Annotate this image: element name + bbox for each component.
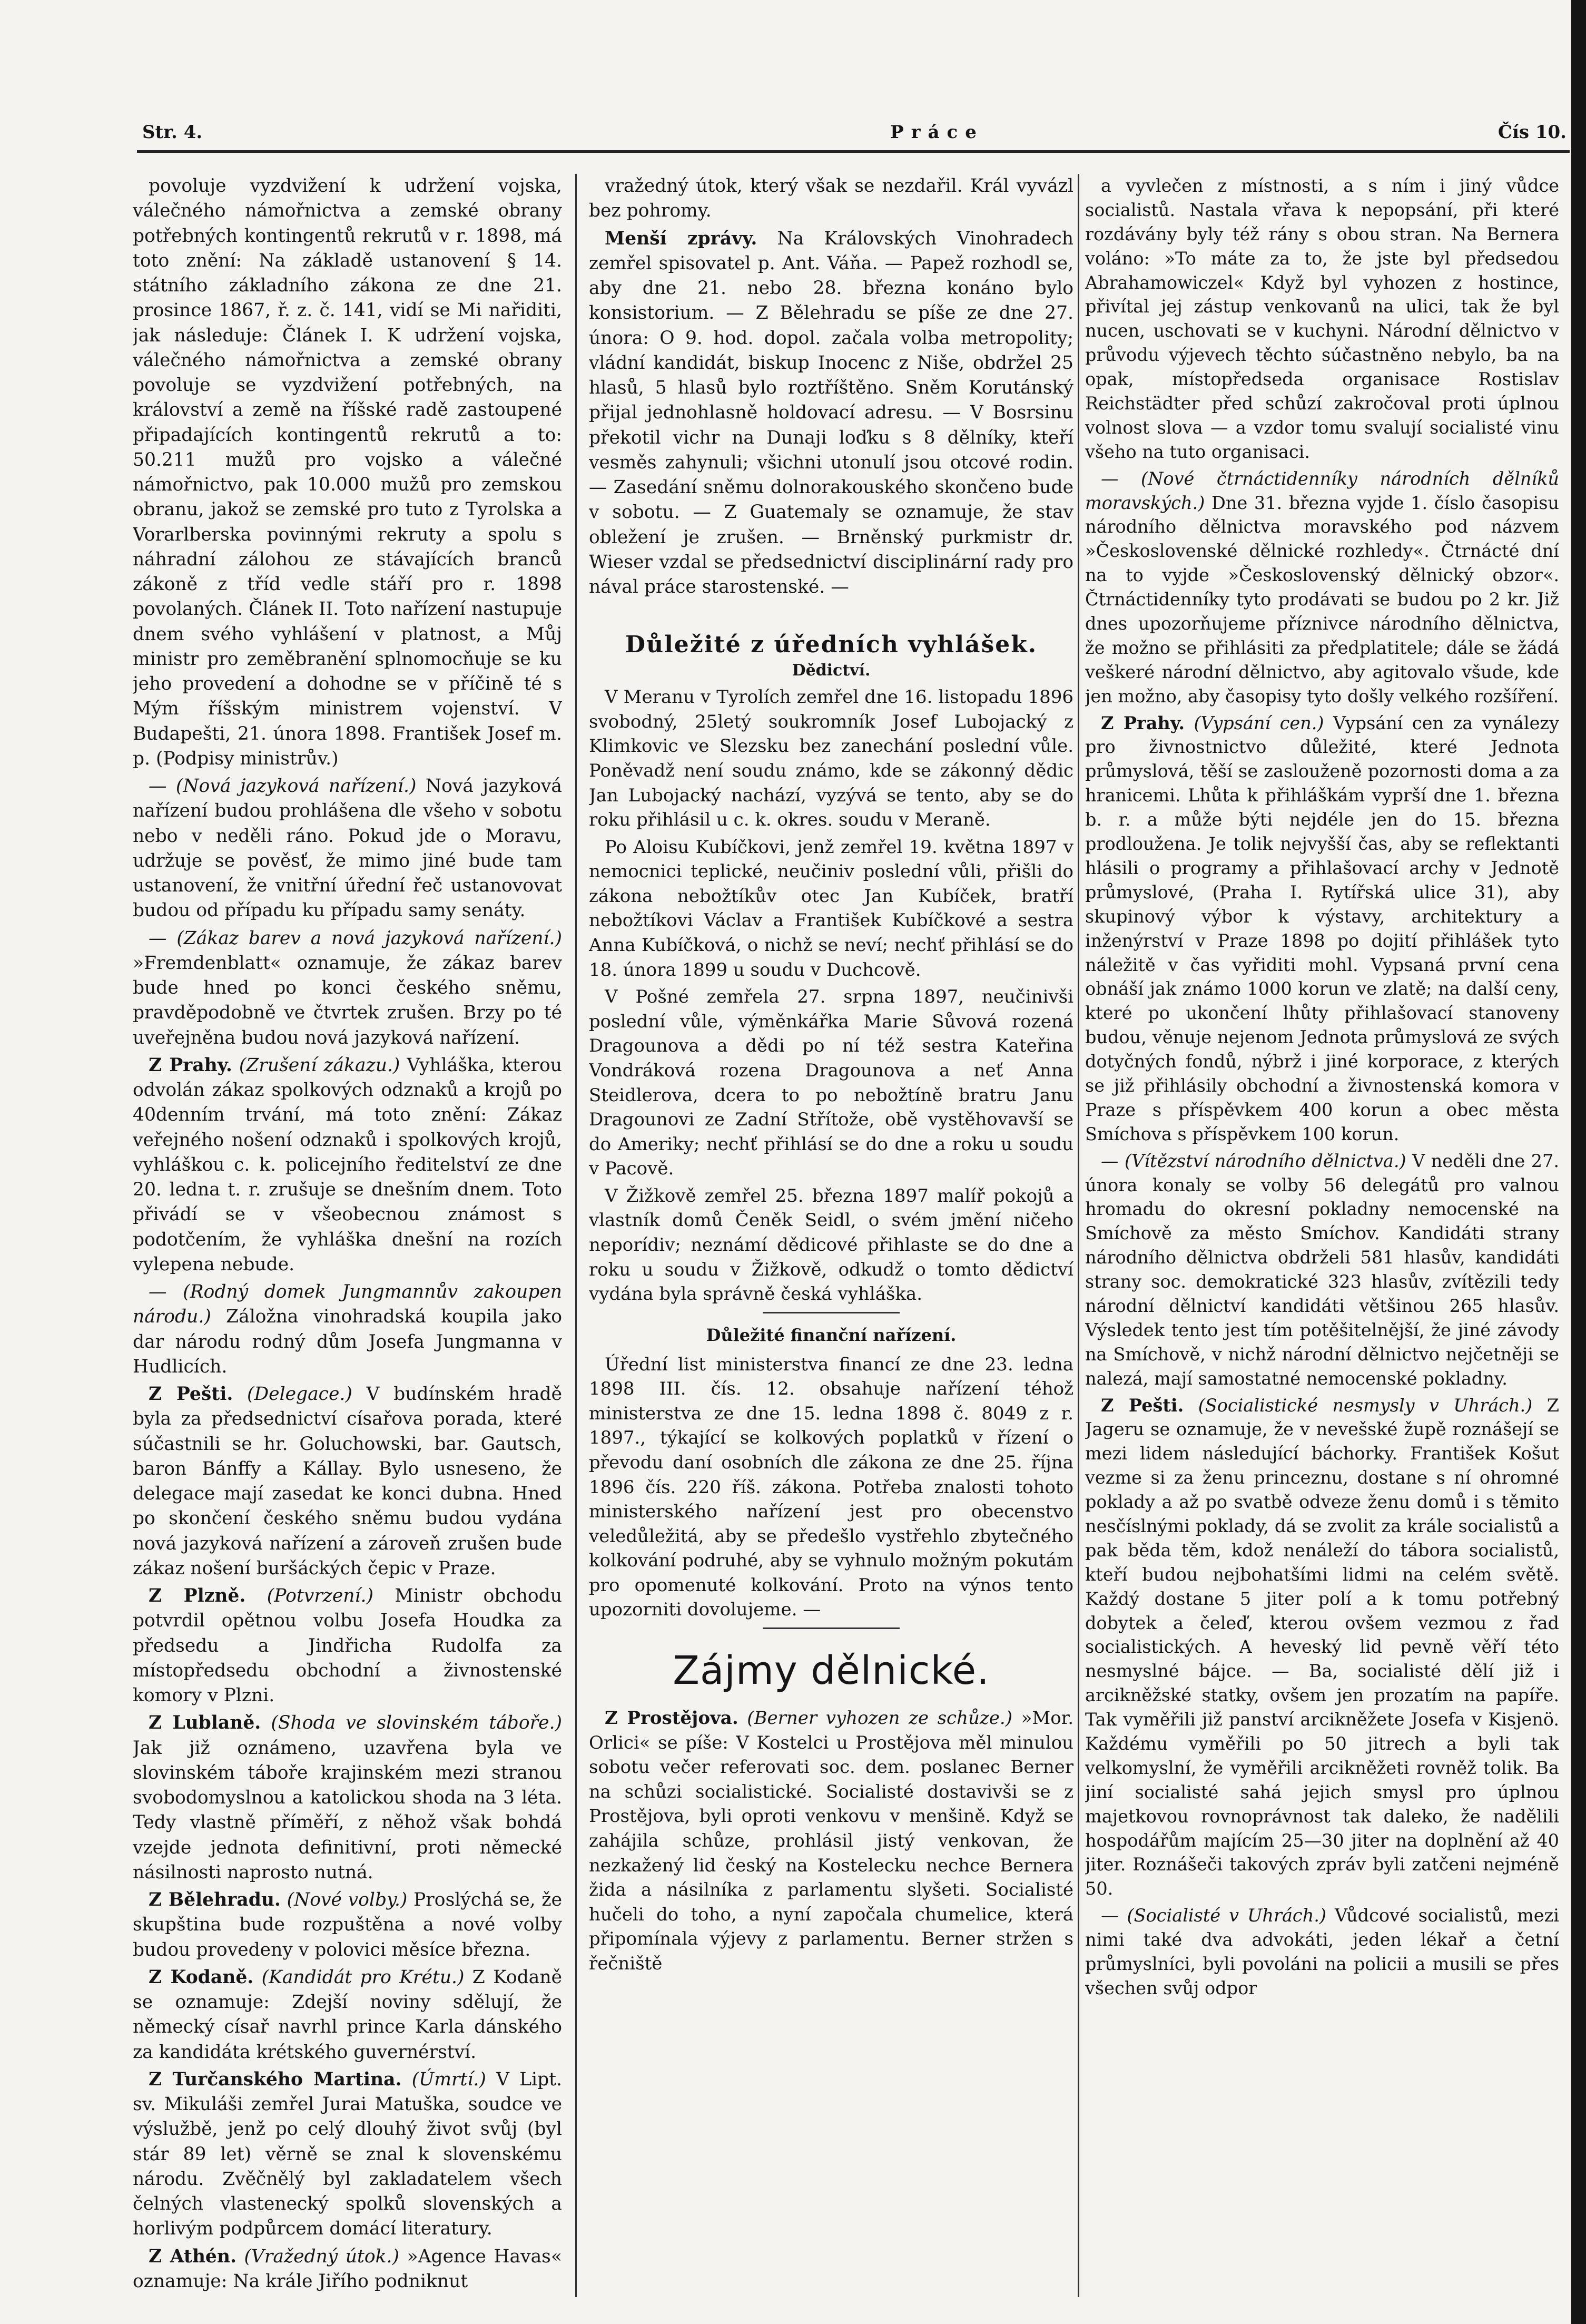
article-text: Po Aloisu Kubíčkovi, jenž zemřel 19. května 1897 v nemocnici teplické, neučiniv poslední vůli, přišli do zákona nebožtíkův otec Jan Kubíček, bratří nebožtíkovi Václav a František Kubíčkové a sestra Anna Kubíčková, o nichž se neví; nechť přihlásí se do 18. února 1899 u soudu v Duchcově. — [589, 836, 1073, 980]
article-paragraph — [1085, 174, 1559, 464]
article-paragraph — [1085, 1149, 1559, 1391]
article-lead: Z Bělehradu. — [149, 1889, 281, 1910]
article-text: »Mor. Orlici« se píše: V Kostelci u Prostějova měl minulou sobotu večer referovati soc. dem. poslanec Berner na schůzi socialistické. Socialisté dostavivši se z Prostějova, byli oproti venkovu v menšině. Když se zahájila schůze, prohlásil jistý venkovan, že nezkažený lid český na Kostelecku nechce Bernera žida a násilníka z parlamentu slyšeti. Socialisté hučeli do toho, a nyní započala chumelice, která připomínala výjevy z parlamentu. Berner stržen s řečniště — [589, 1708, 1073, 1974]
article-text: Jak již oznámeno, uzavřena byla ve slovinském táboře krajinském mezi stranou svobodomyslnou a katolickou shoda na 3 léta. Tedy vlastně příměří, z něhož však bohdá vzejde jednota definitivní, proti německé násilnosti naprosto nutná. — [133, 1737, 562, 1883]
issue-number: Čís 10. — [1498, 122, 1567, 143]
article-text: »Agence Havas« oznamuje: Na krále Jiřího podniknut — [133, 2245, 562, 2292]
article-heading: (Vypsání cen.) — [1185, 712, 1324, 733]
article-text: Z Jageru se oznamuje, že v nevešské župě roznášejí se mezi lidem následující báchorky. František Košut vezme si za ženu princeznu, dostane s ní ohromné poklady a až po svatbě odveze ženu domů i s těmito nesčíslnými poklady, dá se zvolit za krále socialistů a pak běda těm, kdož nenáleží do tábora socialistů, kteří budou nejbohatšími lidmi na celém světě. Každý dostane 5 jiter polí a k tomu potřebný dobytek a čeleď, kterou ovšem vezmou z řad socialistických. A heveský lid pevně věří této nesmyslné bájce. — Ba, socialisté dělí již i arcikněžské statky, ovšem jen prozatím na papíře. Tak vyměřili již panství arcikněžete Josefa v Kisjenö. Každému vyměřili po 50 jitrech a byli tak velkomyslní, že vyměřili arcikněžeti rovněž tolik. Ba jiní socialisté sahá jejich smysl pro úplnou majetkovou rovnoprávnost tak daleko, že nadělili hospodářům majícím 25—30 jiter na doplnění až 40 jiter. Roznášeči takových zpráv byli zatčeni nejméně 50. — [1085, 1395, 1559, 1899]
scan-edge — [1571, 0, 1586, 2324]
article-paragraph — [1085, 1904, 1559, 2001]
article-lead: Z Prahy. — [149, 1054, 232, 1076]
article-heading: (Potvrzení.) — [245, 1585, 373, 1606]
article-lead: Z Prostějova. — [605, 1708, 738, 1729]
article-paragraph — [589, 227, 1073, 600]
article-paragraph — [133, 174, 562, 771]
article-paragraph — [1085, 711, 1559, 1146]
article-heading: (Vražedný útok.) — [236, 2245, 399, 2267]
article-heading: (Delegace.) — [233, 1384, 352, 1405]
article-text: vražedný útok, který však se nezdařil. Král vyvázl bez pohromy. — [589, 175, 1073, 222]
article-heading: (Zrušení zákazu.) — [232, 1054, 400, 1076]
article-paragraph — [133, 774, 562, 924]
article-paragraph — [589, 174, 1073, 224]
article-text: Z Kodaně se oznamuje: Zdejší noviny sdělují, že německý císař navrhl prince Karla dánského za kandidáta krétského guvernérství. — [133, 1966, 562, 2063]
article-paragraph — [133, 2067, 562, 2242]
article-heading: (Kandidát pro Krétu.) — [253, 1966, 465, 1988]
section-title-financial: Důležité finanční nařízení. — [706, 1325, 957, 1345]
column-left — [133, 174, 562, 2297]
article-paragraph — [589, 985, 1073, 1181]
article-heading: (Berner vyhozen ze schůze.) — [738, 1708, 1013, 1729]
article-text: povoluje vyzdvižení k udržení vojska, válečného námořnictva a zemské obrany potřebných kontingentů rekrutů v r. 1898, má toto znění: Na základě ustanovení § 14. státního základního zákona ze dne 21. prosince 1867, ř. z. č. 141, vidí se Mi nařiditi, jak následuje: Článek I. K udržení vojska, válečného námořnictva a zemské obrany povoluje se vyzdvižení potřebných, na království a země na říšské radě zastoupené připadajících kontingentů rekrutů a to: 50.211 mužů pro vojsko a válečné námořnictvo, pak 10.000 mužů pro zemskou obranu, jakož se zemské pro tuto z Tyrolska a Vorarlberska povinnými rekruty a spolu s náhradní zálohou ze stávajících branců zákoně z tříd vedle stáří pro r. 1898 povolaných. Článek II. Toto nařízení nastupuje dnem svého vyhlášení v platnost, a Můj ministr pro zeměbranění splnomocňuje se ku jeho provedení a dohodne se v příčině té s Mým říšským ministrem vojenství. V Budapešti, 21. února 1898. František Josef m. p. (Podpisy ministrův.) — [133, 175, 562, 769]
section-divider — [763, 1627, 900, 1629]
article-paragraph — [133, 1053, 562, 1277]
article-text: V neděli dne 27. února konaly se volby 56 delegátů pro valnou hromadu do okresní pokladny nemocenské na Smíchově za město Smíchov. Kandidáti strany národního dělnictva obdrželi 581 hlasův, kandidáti strany soc. demokratické 323 hlasův, zvítězili tedy národní dělnictví kandidáti většinou 265 hlasův. Výsledek tento jest tím potěšitelnější, že jiné závody na Smíchově, v nichž národní dělnictvo nejčetněji se nalezá, mají samostatné nemocenské pokladny. — [1085, 1150, 1559, 1389]
article-paragraph — [589, 835, 1073, 982]
subsection-title-inheritance: Dědictví. — [792, 661, 871, 680]
article-heading: — (Zákaz barev a nová jazyková nařízení.) — [149, 927, 562, 949]
article-lead: Z Turčanského Martina. — [149, 2068, 402, 2090]
column-middle — [589, 174, 1073, 2297]
article-lead: Z Kodaně. — [149, 1966, 254, 1988]
article-text: Vypsání cen za vynálezy pro živnostnictvo důležité, které Jednota průmyslová, těší se zaslouženě pozornosti doma a za hranicemi. Lhůta k přihláškám vyprší dne 1. března b. r. a může býti nejdéle jen do 15. března prodloužena. Je tolik nejvyšší čas, aby se reflektanti hlásili o programy a přihlašovací archy v Jednotě průmyslové, (Praha I. Rytířská ulice 31), aby skupinový výbor k výstavy, architektury a inženýrství v Praze 1898 po dojití přihlášek tyto náležitě v čas vyřiditi mohl. Vypsaná první cena obnáší jak známo 1000 korun ve zlatě; na další ceny, které po ukončení lhůty přihlašovací stanoveny budou, věnuje nejenom Jednota průmyslová ze svých dotyčných fondů, nýbrž i jiné korporace, z kterých se již přihlásily obchodní a živnostenská komora v Praze s příspěvkem 400 korun a obec města Smíchova s příspěvkem 100 korun. — [1085, 712, 1559, 1144]
article-paragraph — [589, 1184, 1073, 1307]
article-lead: Z Lublaně. — [149, 1712, 261, 1734]
article-text: Na Královských Vinohradech zemřel spisovatel p. Ant. Váňa. — Papež rozhodl se, aby dne 21. nebo 28. března konáno bylo konsistorium. — Z Bělehradu se píše ze dne 27. února: O 9. hod. dopol. začala volba metropolity; vládní kandidát, biskup Inocenc z Niše, obdržel 25 hlasů, 5 hlasů bylo roztříštěno. Sněm Korutánský přijal jednohlasně holdovací adresu. — V Bosrsinu překotil vichr na Dunaji loďku s 8 dělníky, kteří vesměs zahynuli; všichni utonulí jsou otcové rodin. — Zasedání sněmu dolnorakouského skončeno bude v sobotu. — Z Guatemaly se oznamuje, že stav obležení je zrušen. — Brněnský purkmistr dr. Wieser vzdal se předsednictví disciplinární rady pro nával práce starostenské. — — [589, 228, 1073, 597]
section-divider — [763, 1312, 900, 1313]
article-paragraph — [133, 1584, 562, 1708]
article-paragraph — [133, 1382, 562, 1581]
article-lead: Z Pešti. — [149, 1384, 233, 1405]
article-heading: — (Nová jazyková nařízení.) — [149, 776, 417, 797]
article-text: Dne 31. března vyjde 1. číslo časopisu národního dělnictva moravského pod názvem »Československé dělnické rozhledy«. Čtrnácté dní na to vyjde »Československý dělnický obzor«. Čtrnáctidenníky tyto prodávati se budou po 2 kr. Již dnes upozorňujeme příznivce národního dělnictva, že možno se přihlásiti za předplatitele; dále se žádá veškeré národní dělnictvo, aby agitovalo všude, kde jen možno, aby časopisy tyto došly velkého rozšíření. — [1085, 492, 1559, 707]
article-paragraph — [589, 1352, 1073, 1622]
article-paragraph — [133, 1711, 562, 1885]
article-lead: Menší zprávy. — [605, 228, 757, 249]
column-rule — [575, 174, 577, 2297]
article-paragraph — [589, 1706, 1073, 1976]
article-heading: (Shoda ve slovinském táboře.) — [261, 1712, 562, 1734]
article-lead: Z Pešti. — [1101, 1395, 1184, 1416]
section-title-official-notices: Důležité z úředních vyhlášek. — [625, 631, 1038, 659]
article-paragraph — [1085, 1394, 1559, 1901]
article-heading: — (Socialisté v Uhrách.) — [1101, 1905, 1326, 1926]
article-text: Vůdcové socialistů, mezi nimi také dva advokáti, jeden lékař a četní průmyslníci, byli povoláni na policii a musili se přes všechen svůj odpor — [1085, 1905, 1559, 1998]
page-number: Str. 4. — [142, 122, 203, 143]
article-text: Nová jazyková nařízení budou prohlášena dle všeho v sobotu nebo v neděli ráno. Pokud jde o Moravu, udržuje se pověsť, že mimo jiné bude tam ustanovení, že vnitřní úřední řeč ustanovovat budou od případu ku případu samy senáty. — [133, 776, 562, 921]
section-title-labor: Zájmy dělnické. — [673, 1648, 990, 1694]
article-paragraph — [133, 1280, 562, 1379]
article-heading: (Úmrtí.) — [401, 2068, 486, 2090]
article-heading: (Nové volby.) — [280, 1889, 408, 1910]
article-text: Proslýchá se, že skupština bude rozpuštěna a nové volby budou provedeny v polovici měsíce března. — [133, 1889, 562, 1960]
article-heading: — (Rodný domek Jungmannův zakoupen národu.) — [133, 1281, 562, 1328]
article-text: Ministr obchodu potvrdil opětnou volbu Josefa Houdka za předsedu a Jindřicha Rudolfa za místopředsedu obchodní a živnostenské komory v Plzni. — [133, 1585, 562, 1706]
article-text: a vyvlečen z místnosti, a s ním i jiný vůdce socialistů. Nastala vřava k nepopsání, při které rozdávány byly též rány s obou stran. Na Bernera voláno: »To máte za to, že jste byl předsedou Abrahamowiczel« Když byl vyhozen z hostince, přivítal jej zástup venkovanů na ulici, tak že byl nucen, uschovati se v kuchyni. Národní dělnictvo v průvodu výjevech těchto súčastněno nebylo, ba na opak, místopředseda organisace Rostislav Reichstädter před schůzí zakročoval proti úplnou volnost slova — a vzdor tomu svalují socialisté vinu všeho na tuto organisaci. — [1085, 175, 1559, 462]
article-lead: Z Prahy. — [1101, 712, 1185, 733]
article-heading: — (Nové čtrnáctidenníky národních dělníků moravských.) — [1085, 468, 1559, 513]
article-heading: (Socialistické nesmysly v Uhrách.) — [1184, 1395, 1533, 1416]
page-header — [137, 119, 1570, 153]
article-text: Záložna vinohradská koupila jako dar národu rodný dům Josefa Jungmanna v Hudlicích. — [133, 1306, 562, 1377]
article-heading: — (Vítězství národního dělnictva.) — [1101, 1150, 1406, 1171]
article-paragraph — [133, 1888, 562, 1963]
column-rule — [1078, 174, 1079, 2297]
article-text: V Pošné zemřela 27. srpna 1897, neučinivši poslední vůle, výměnkářka Marie Sůvová rozená Dragounova a dědi po ní též sestra Kateřina Vondráková rozena Dragounova a neť Anna Steidlerova, dcera to po nebožtíně bratru Janu Dragounovi ze Zadní Střítože, obě vystěhovavší se do Ameriky; nechť přihlásí se do dne a roku u soudu v Pacově. — [589, 986, 1073, 1180]
article-lead: Z Athén. — [149, 2245, 237, 2267]
article-text: V budínském hradě byla za předsednictví císařova porada, které súčastnili se hr. Goluchowski, bar. Gautsch, baron Bánffy a Kállay. Bylo usneseno, že delegace mají zasedat ke konci dubna. Hned po skončení českého sněmu budou vydána nová jazyková nařízení a zároveň zrušen bude zákaz nošení buršáckých čepic v Praze. — [133, 1384, 562, 1579]
article-paragraph — [1085, 467, 1559, 709]
column-right — [1085, 174, 1559, 2297]
article-text: Úřední list ministerstva financí ze dne 23. ledna 1898 III. čís. 12. obsahuje nařízení téhož ministerstva ze dne 15. ledna 1898 č. 8049 z r. 1897., týkající se kolkových poplatků v řízení o převodu daní osobních dle zákona ze dne 25. října 1896 čís. 220 říš. zákona. Potřeba znalosti tohoto ministerského nařízení jest pro obecenstvo veledůležitá, aby se předešlo vystřehlo zbytečného kolkování podruhé, aby se vyhnulo možným pokutám pro opomenuté kolkování. Proto na výnos tento upozorniti dovolujeme. — — [589, 1354, 1073, 1621]
newspaper-title: Práce — [890, 122, 984, 143]
article-paragraph — [133, 926, 562, 1051]
article-paragraph — [133, 1965, 562, 2065]
article-text: Vyhláška, kterou odvolán zákaz spolkových odznaků a krojů po 40denním trvání, má toto znění: Zákaz veřejného nošení odznaků i spolkových krojů, vyhláškou c. k. policejního ředitelství ze dne 20. ledna t. r. zrušuje se dnešním dnem. Toto přivádí se v všeobecnou známost s podotčením, že vyhláška dnešní na rozích vylepena nebude. — [133, 1054, 562, 1275]
article-text: V Lipt. sv. Mikuláši zemřel Jurai Matuška, soudce ve výslužbě, jenž po celý dlouhý život svůj (byl stár 89 let) věrně se znal k slovenskému národu. Zvěčnělý byl zakladatelem všech čelných vlastenecký spolků slovenských a horlivým podpůrcem domácí literatury. — [133, 2068, 562, 2240]
article-lead: Z Plzně. — [149, 1585, 246, 1606]
article-paragraph — [589, 685, 1073, 832]
article-paragraph — [133, 2244, 562, 2294]
article-text: »Fremdenblatt« oznamuje, že zákaz barev bude hned po konci českého sněmu, pravděpodobně ve čtvrtek zrušen. Brzy po té uveřejněna budou nová jazyková nařízení. — [133, 952, 562, 1048]
article-text: V Žižkově zemřel 25. března 1897 malíř pokojů a vlastník domů Čeněk Seidl, o svém jmění ničeho neporídiv; neznámí dědicové přihlaste se do dne a roku u soudu v Žižkově, odkudž o tomto dědictví vydána byla správně česká vyhláška. — [589, 1185, 1073, 1305]
article-text: V Meranu v Tyrolích zemřel dne 16. listopadu 1896 svobodný, 25letý soukromník Josef Lubojacký z Klimkovic ve Slezsku bez zanechání poslední vůle. Poněvadž není soudu známo, kde se zákonný dědic Jan Lubojacký nachází, vyzývá se tento, aby se do roku přihlásil u c. k. okres. soudu v Meraně. — [589, 687, 1073, 831]
